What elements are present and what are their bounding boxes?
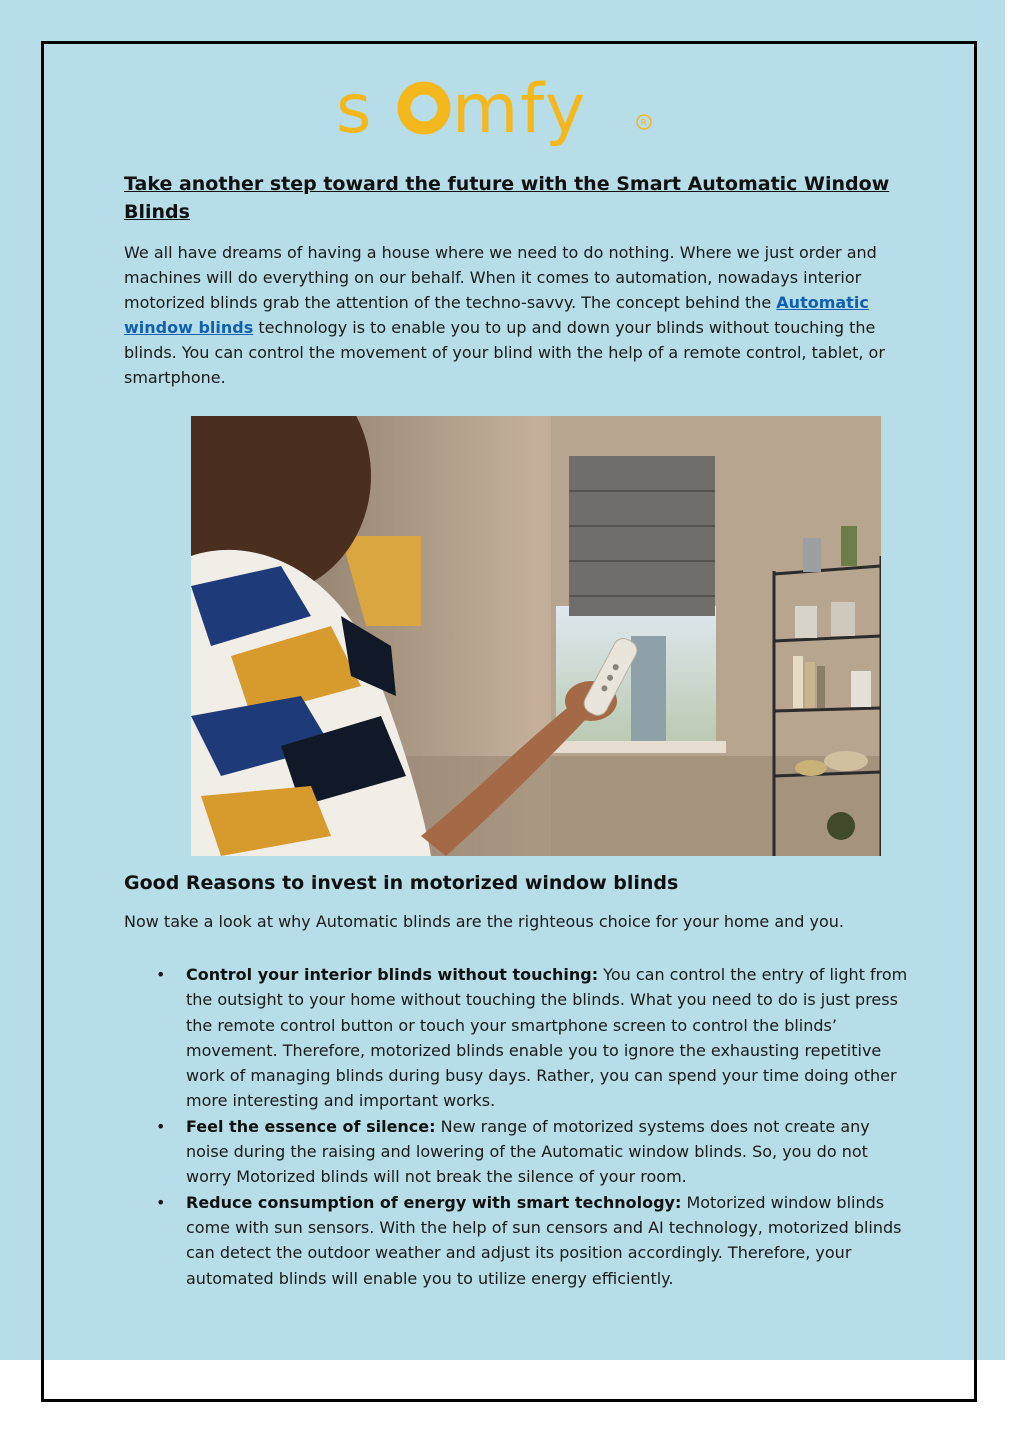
article-intro	[124, 170, 904, 390]
list-item	[124, 962, 914, 1114]
article-title: Take another step toward the future with the Smart Automatic Window Blinds	[124, 173, 890, 223]
somfy-logo[interactable]	[336, 70, 656, 150]
hero-photo	[191, 416, 881, 856]
intro-paragraph	[124, 240, 904, 390]
reasons-list	[124, 962, 914, 1291]
section-intro: Now take a look at why Automatic blinds are the righteous choice for your home and you.	[124, 912, 845, 931]
list-item-title: Feel the essence of silence:	[186, 1116, 436, 1136]
intro-text-before-link: We all have dreams of having a house where we need to do nothing. Where we just order and machines will do everything on our behalf. When it comes to automation, nowadays interior motorized blinds grab the attention of the techno-savvy. The concept behind the	[124, 243, 877, 312]
list-item	[124, 1190, 914, 1291]
list-item-text: New range of motorized systems does not create any noise during the raising and lowering of the Automatic window blinds. So, you do not worry Motorized blinds will not break the silence of your room.	[186, 1116, 870, 1187]
bullet-icon: •	[156, 965, 166, 984]
automatic-window-blinds-link[interactable]: Automatic window blinds	[124, 293, 869, 337]
svg-text:s: s	[336, 70, 374, 149]
list-item-text: Motorized window blinds come with sun sensors. With the help of sun censors and AI technology, motorized blinds can detect the outdoor weather and adjust its position accordingly. Therefore, your automated blinds will enable you to utilize energy efficiently.	[186, 1192, 902, 1288]
section-heading: Good Reasons to invest in motorized window blinds	[124, 872, 679, 894]
intro-text-after-link: technology is to enable you to up and down your blinds without touching the blinds. You can control the movement of your blind with the help of a remote control, tablet, or smartphone.	[124, 318, 885, 387]
list-item	[124, 1114, 914, 1190]
bullet-icon: •	[156, 1192, 166, 1212]
list-item-title: Reduce consumption of energy with smart technology:	[186, 1192, 682, 1212]
list-item-title: Control your interior blinds without touching:	[186, 965, 599, 984]
list-item-text: You can control the entry of light from the outsight to your home without touching the blinds. What you need to do is just press the remote control button or touch your smartphone screen to control the blinds’ movement. Therefore, motorized blinds enable you to ignore the exhausting repetitive work of managing blinds during busy days. Rather, you can spend your time doing other more interesting and important works.	[186, 965, 908, 1111]
svg-text:R: R	[640, 118, 647, 129]
svg-text:mfy: mfy	[452, 70, 588, 149]
bullet-icon: •	[156, 1116, 166, 1136]
